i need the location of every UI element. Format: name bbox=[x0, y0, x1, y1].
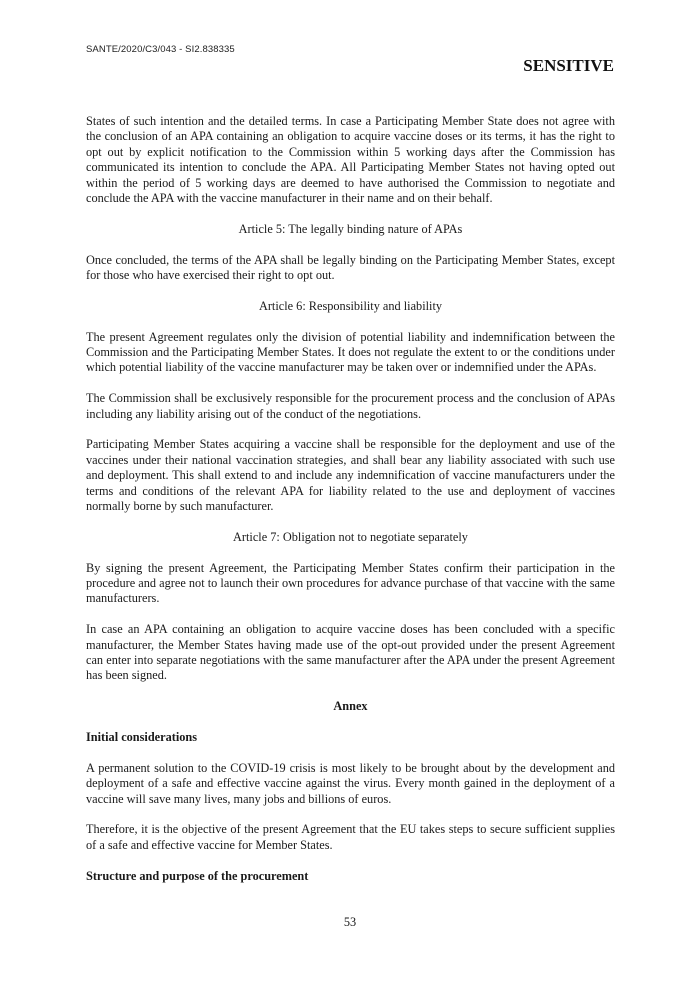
article-6-paragraph-3: Participating Member States acquiring a vaccine shall be responsible for the deployment and use of the vaccines under their national vaccination strategies, and shall bear any liability associated with such use and deployment. This shall extend to and include any indemnification of vaccine manufacturers under the terms and conditions of the relevant APA for liability related to the use and deployment of vaccines normally borne by such manufacturer. bbox=[86, 437, 615, 514]
article-5-heading: Article 5: The legally binding nature of APAs bbox=[238, 221, 463, 236]
article-7-paragraph-2: In case an APA containing an obligation to acquire vaccine doses has been concluded with a specific manufacturer, the Member States having made use of the opt-out provided under the present Agreement can enter into separate negotiations with the same manufacturer after the APA under the present Agreement has been signed. bbox=[86, 622, 615, 683]
article-7-paragraph-1: By signing the present Agreement, the Participating Member States confirm their participation in the procedure and agree not to launch their own procedures for advance purchase of that vaccine with the same manufacturers. bbox=[86, 560, 615, 606]
article-6-paragraph-1: The present Agreement regulates only the division of potential liability and indemnification between the Commission and the Participating Member States. It does not regulate the extent to or the conditions under which potential liability of the vaccine manufacturer may be taken over or indemnified under the APAs. bbox=[86, 329, 615, 375]
article-5-paragraph: Once concluded, the terms of the APA shall be legally binding on the Participating Member States, except for those who have exercised their right to opt out. bbox=[86, 252, 615, 283]
document-body bbox=[86, 114, 615, 899]
classification-label: SENSITIVE bbox=[523, 56, 614, 75]
initial-paragraph-2: Therefore, it is the objective of the present Agreement that the EU takes steps to secure sufficient supplies of a safe and effective vaccine for Member States. bbox=[86, 822, 615, 852]
annex-heading: Annex bbox=[333, 699, 368, 714]
document-reference: SANTE/2020/C3/043 - SI2.838335 bbox=[86, 44, 235, 55]
article-6-paragraph-2: The Commission shall be exclusively responsible for the procurement process and the conclusion of APAs including any liability arising out of the conduct of the negotiations. bbox=[86, 391, 615, 421]
initial-paragraph-1: A permanent solution to the COVID-19 crisis is most likely to be brought about by the development and deployment of a safe and effective vaccine against the virus. Every month gained in the deployment of a vaccine will save many lives, many jobs and billions of euros. bbox=[86, 760, 615, 806]
structure-purpose-heading: Structure and purpose of the procurement bbox=[86, 868, 309, 883]
article-7-heading: Article 7: Obligation not to negotiate separately bbox=[233, 529, 468, 544]
initial-considerations-heading: Initial considerations bbox=[86, 730, 198, 745]
article-6-heading: Article 6: Responsibility and liability bbox=[258, 298, 443, 313]
page-number: 53 bbox=[343, 915, 357, 929]
paragraph-opt-out: States of such intention and the detailed terms. In case a Participating Member State does not agree with the conclusion of an APA containing an obligation to acquire vaccine doses or its terms, it has the right to opt out by explicit notification to the Commission within 5 working days after the Commission has communicated its intention to conclude the APA. All Participating Member States not having opted out within the period of 5 working days are deemed to have authorised the Commission to negotiate and conclude the APA with the vaccine manufacturer in their name and on their behalf. bbox=[86, 114, 615, 206]
